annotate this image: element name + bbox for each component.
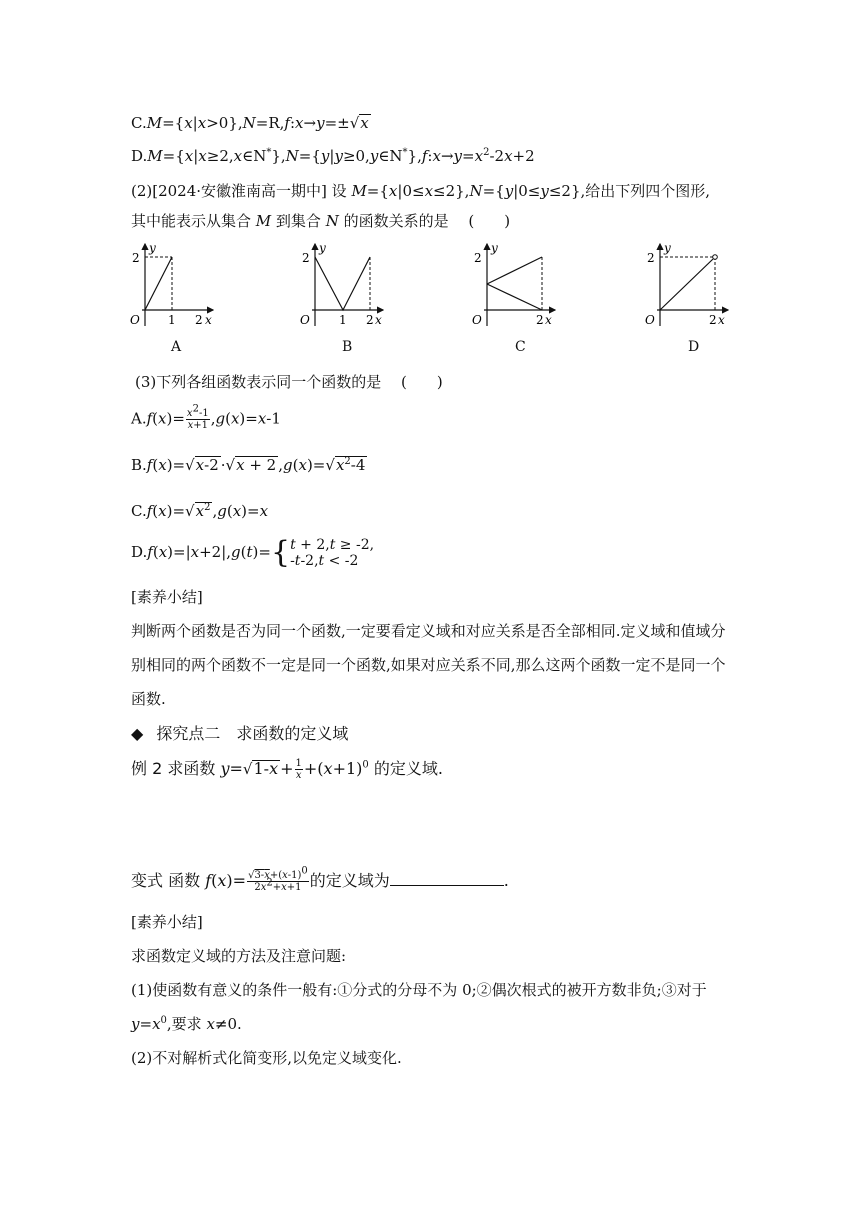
summary-2-line0: 求函数定义域的方法及注意问题:	[131, 947, 347, 965]
summary-2-line2: $y=x^0$,要求 x≠0.	[131, 1015, 242, 1033]
summary-2-line3: (2)不对解析式化简变形,以免定义域变化.	[131, 1049, 402, 1067]
diamond-icon: ◆	[131, 724, 144, 743]
answer-blank[interactable]	[390, 871, 504, 886]
graph-b-line	[315, 257, 370, 310]
svg-text:2: 2	[132, 251, 140, 265]
svg-text:y: y	[664, 241, 671, 255]
caption-d: D	[688, 339, 700, 355]
section-title: 探究点二 求函数的定义域	[156, 724, 349, 743]
svg-text:x: x	[375, 313, 382, 327]
summary-1-line3: 函数.	[131, 690, 166, 708]
summary-2-line1: (1)使函数有意义的条件一般有:①分式的分母不为 0;②偶次根式的被开方数非负;③对于	[131, 981, 707, 999]
variant: 变式 函数 f(x)= $\frac{√3-x+(x-1)^0}{2x^2+x+1}$ 的定义域为 .	[131, 865, 509, 893]
option-d: $D.M=\{x|x\ge 2,x\in N^*\},N=\{y|y\ge 0,y\in N^*\},f:x\to y=x^2-2x+2$	[131, 147, 535, 165]
svg-text:2: 2	[474, 251, 482, 265]
svg-text:2: 2	[366, 313, 374, 327]
q3-option-a: A.f(x)= $\frac{x^2-1}{x+1}$ ,g(x)=x-1	[131, 403, 281, 431]
svg-text:2: 2	[195, 313, 203, 327]
question-2-line2: 其中能表示从集合 M 到集合 N 的函数关系的是 ( )	[131, 212, 511, 230]
svg-text:2: 2	[536, 313, 544, 327]
graph-d	[643, 238, 738, 330]
graph-d-line	[660, 259, 713, 310]
question-2-line1: (2)[2024·安徽淮南高一期中] 设 M={x|0≤x≤2},N={y|0≤y≤2},给出下列四个图形,	[131, 182, 711, 200]
graph-a-line	[145, 257, 172, 310]
graph-b	[298, 238, 393, 330]
svg-text:O: O	[300, 313, 310, 327]
summary-1-line2: 别相同的两个函数不一定是同一个函数,如果对应关系不同,那么这两个函数一定不是同一个	[131, 656, 726, 674]
svg-text:y: y	[149, 241, 156, 255]
caption-a: A	[171, 339, 182, 355]
option-c: C.M={x|x>0},N=R,f:x→y=±√x	[131, 114, 369, 132]
summary-tag-1: [素养小结]	[131, 588, 203, 606]
graph-c	[470, 238, 565, 330]
svg-text:2: 2	[709, 313, 717, 327]
svg-text:x: x	[545, 313, 552, 327]
svg-text:2: 2	[302, 251, 310, 265]
svg-text:O: O	[645, 313, 655, 327]
section-heading	[131, 721, 348, 744]
graph-c-line-lower	[487, 284, 542, 310]
svg-text:2: 2	[647, 251, 655, 265]
svg-text:x: x	[718, 313, 725, 327]
summary-tag-2: [素养小结]	[131, 913, 203, 931]
graph-a	[128, 238, 223, 330]
svg-text:y: y	[491, 241, 498, 255]
svg-text:O: O	[130, 313, 140, 327]
svg-text:1: 1	[339, 313, 347, 327]
graph-d-open-point	[713, 255, 718, 260]
example-2: 例 2 求函数 y=√1-x + $\frac{1}{x}$ $+(x+1)^0$ 的定义域.	[131, 758, 443, 781]
caption-c: C	[515, 339, 526, 355]
q3-option-d: D.f(x)=|x+2|,g(t)={t + 2,t ≥ -2, -t-2,t < -2	[131, 535, 375, 570]
question-3: (3)下列各组函数表示同一个函数的是 ( )	[135, 373, 443, 391]
q3-option-c: $C.f(x)=√x^2$ ,g(x)=x	[131, 502, 269, 520]
caption-b: B	[342, 339, 353, 355]
q3-option-b: B.f(x)=√x-2 ·√x + 2 $,g(x)=√x^2-4$	[131, 456, 366, 474]
svg-text:O: O	[472, 313, 482, 327]
graph-c-line-upper	[487, 257, 542, 284]
svg-text:x: x	[205, 313, 212, 327]
summary-1-line1: 判断两个函数是否为同一个函数,一定要看定义域和对应关系是否全部相同.定义域和值域分	[131, 622, 726, 640]
svg-text:1: 1	[168, 313, 176, 327]
svg-text:y: y	[319, 241, 326, 255]
